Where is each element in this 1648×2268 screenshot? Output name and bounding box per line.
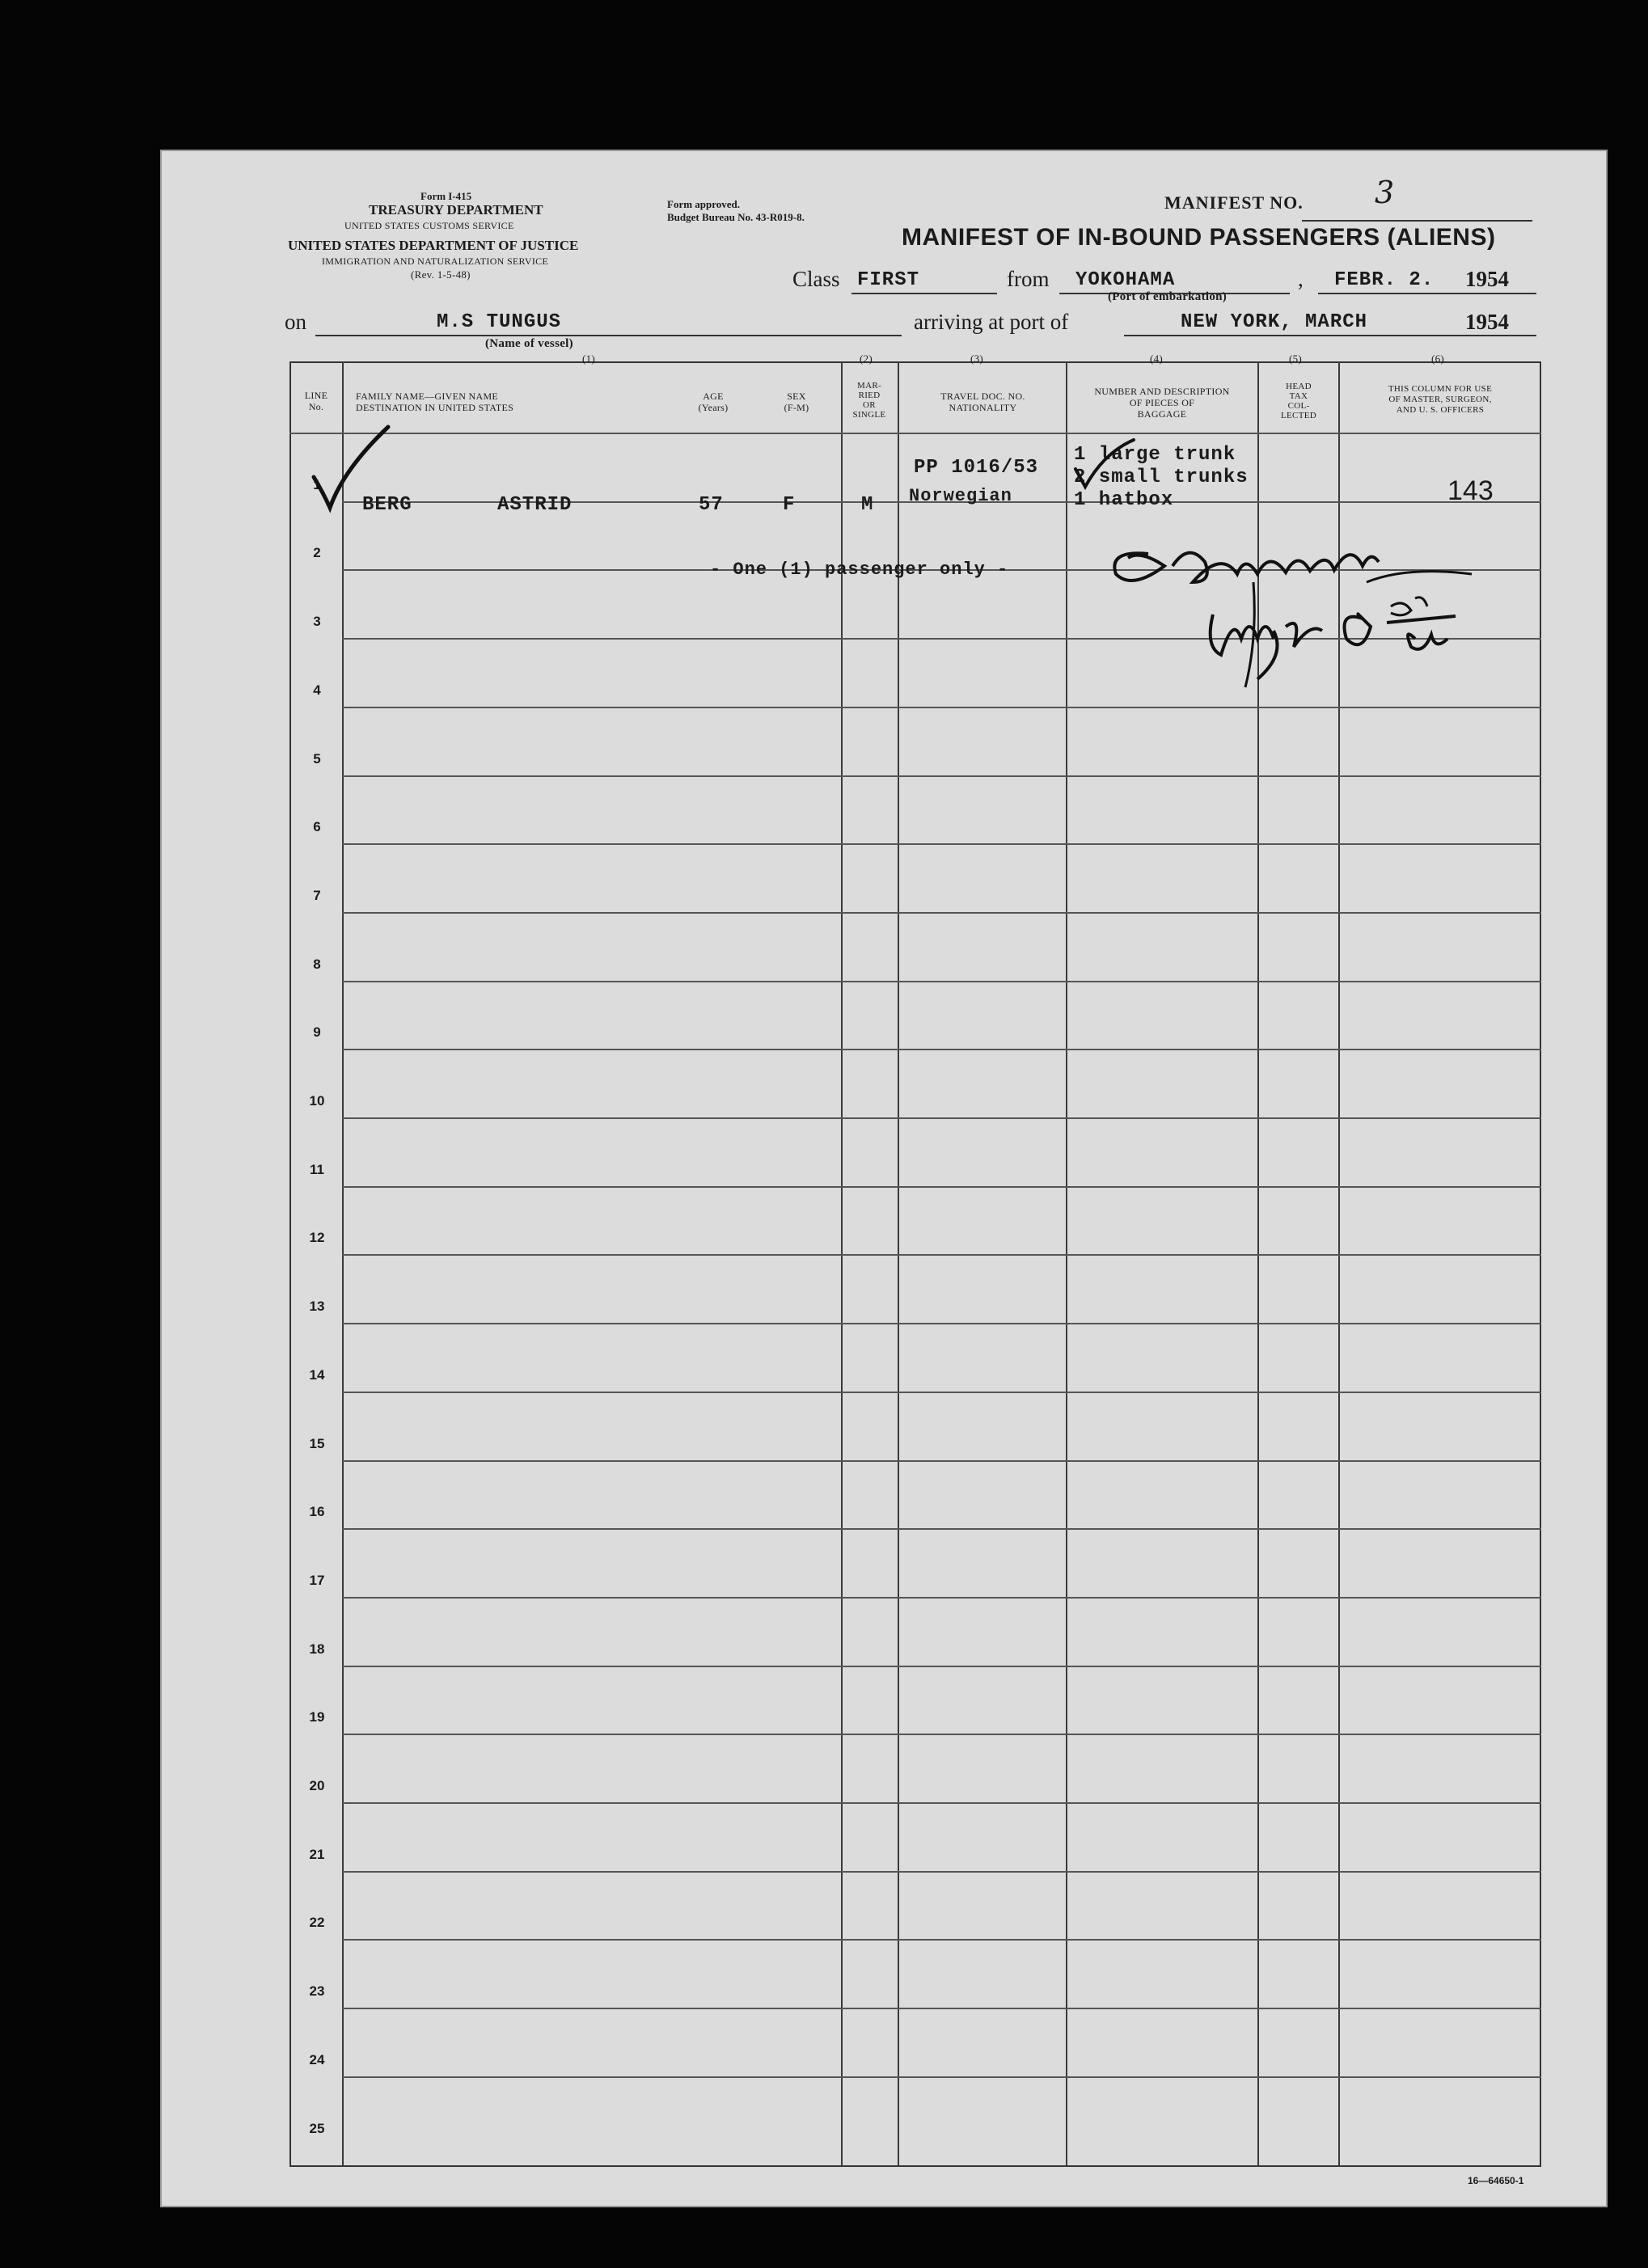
- row-number: 21: [309, 1847, 325, 1862]
- manifest-no-line: [1302, 220, 1532, 222]
- row-number: 5: [313, 751, 321, 767]
- col-sep: [841, 361, 843, 2167]
- row-number: 2: [313, 545, 321, 560]
- col-num-6: (6): [1431, 353, 1445, 365]
- row-line: [342, 1597, 1541, 1599]
- col-header-age: AGE (Years): [698, 391, 729, 413]
- row-line: [342, 1460, 1541, 1462]
- entry-age: 57: [699, 494, 724, 516]
- footer-code: 16—64650-1: [1468, 2175, 1524, 2186]
- entry-given-name: ASTRID: [497, 494, 573, 516]
- row-line: [342, 2008, 1541, 2009]
- row-number: 6: [313, 819, 321, 834]
- arriving-label: arriving at port of: [914, 310, 1069, 334]
- row-line: [342, 1254, 1541, 1256]
- row-number: 13: [309, 1299, 325, 1314]
- handwritten-check-mark: [307, 420, 396, 513]
- row-number: 8: [313, 957, 321, 972]
- vessel-note: (Name of vessel): [485, 337, 573, 350]
- entry-nationality: Norwegian: [909, 486, 1012, 506]
- col-num-5: (5): [1289, 353, 1303, 365]
- row-number: 10: [309, 1093, 325, 1109]
- row-number: 25: [309, 2121, 325, 2136]
- row-number: 4: [313, 682, 321, 698]
- form-approved: Form approved.: [667, 198, 741, 210]
- row-number: 22: [309, 1915, 325, 1930]
- date-comma: ,: [1298, 267, 1304, 291]
- dept-justice: UNITED STATES DEPARTMENT OF JUSTICE: [288, 238, 579, 253]
- row-line: [342, 1117, 1541, 1119]
- row-line: [342, 1528, 1541, 1530]
- dept-customs: UNITED STATES CUSTOMS SERVICE: [344, 220, 514, 231]
- date-value: FEBR. 2.: [1334, 269, 1435, 291]
- class-label: Class: [792, 267, 840, 291]
- row-line: [342, 1939, 1541, 1941]
- row-number: 23: [309, 1983, 325, 1999]
- row-number: 19: [309, 1709, 325, 1725]
- row-line: [342, 2076, 1541, 2078]
- row-number: 18: [309, 1641, 325, 1657]
- manifest-no-value: 3: [1375, 175, 1395, 210]
- col-sep: [1066, 361, 1067, 2167]
- entry-baggage-2: 2 small trunks: [1074, 467, 1249, 488]
- manifest-title: MANIFEST OF IN-BOUND PASSENGERS (ALIENS): [902, 224, 1496, 251]
- entry-family-name: BERG: [362, 494, 412, 516]
- row-number: 3: [313, 614, 321, 629]
- row-number: 16: [309, 1504, 325, 1519]
- baggage-check-mark: [1067, 437, 1140, 493]
- dept-immigration: IMMIGRATION AND NATURALIZATION SERVICE: [322, 256, 549, 267]
- entry-travel-doc: PP 1016/53: [914, 457, 1039, 479]
- arrival-value: NEW YORK, MARCH: [1181, 311, 1368, 333]
- row-number: 24: [309, 2052, 325, 2067]
- col-header-travel-doc: TRAVEL DOC. NO. NATIONALITY: [940, 391, 1025, 413]
- row-number: 20: [309, 1778, 325, 1793]
- class-value: FIRST: [857, 269, 920, 291]
- entry-sex: F: [783, 494, 796, 516]
- row-number: 14: [309, 1367, 325, 1383]
- col-header-married: MAR- RIED OR SINGLE: [852, 381, 886, 420]
- entry-baggage-3: 1 hatbox: [1074, 489, 1174, 511]
- row-line: [342, 707, 1541, 708]
- entry-baggage-1: 1 large trunk: [1074, 444, 1236, 466]
- col-sep: [342, 361, 344, 2167]
- col-num-2: (2): [860, 353, 873, 365]
- col-num-3: (3): [970, 353, 984, 365]
- budget-bureau: Budget Bureau No. 43-R019-8.: [667, 211, 805, 223]
- from-value: YOKOHAMA: [1075, 269, 1176, 291]
- row-number: 11: [310, 1162, 324, 1177]
- passenger-note: - One (1) passenger only -: [710, 560, 1009, 580]
- row-number: 15: [309, 1436, 325, 1451]
- officer-signature: [1092, 517, 1544, 695]
- row-number: 7: [313, 888, 321, 903]
- col-header-line-no: LINE No.: [304, 390, 328, 412]
- form-number: Form I-415: [420, 190, 472, 202]
- row-number: 1: [313, 477, 321, 492]
- entry-officer-number: 143: [1447, 475, 1494, 506]
- dept-treasury: TREASURY DEPARTMENT: [369, 202, 543, 218]
- row-number: 9: [313, 1024, 321, 1040]
- class-line: [851, 293, 997, 294]
- vessel-line: [315, 335, 902, 336]
- col-sep: [898, 361, 899, 2167]
- row-line: [342, 1323, 1541, 1324]
- entry-married: M: [861, 494, 874, 516]
- vessel-value: M.S TUNGUS: [437, 311, 562, 333]
- arrival-year: 1954: [1465, 310, 1509, 334]
- col-header-name: FAMILY NAME—GIVEN NAME DESTINATION IN UNITED STATES: [356, 391, 514, 413]
- row-line: [342, 1871, 1541, 1873]
- manifest-no-label: MANIFEST NO.: [1164, 192, 1304, 213]
- arrival-line: [1124, 335, 1536, 336]
- col-header-officers: THIS COLUMN FOR USE OF MASTER, SURGEON, AND U. S. OFFICERS: [1388, 384, 1493, 415]
- col-header-baggage: NUMBER AND DESCRIPTION OF PIECES OF BAGGAGE: [1094, 386, 1230, 420]
- revision: (Rev. 1-5-48): [411, 268, 471, 281]
- row-number: 12: [309, 1230, 325, 1245]
- row-line: [342, 1049, 1541, 1050]
- col-header-head-tax: HEAD TAX COL- LECTED: [1281, 382, 1316, 420]
- row-line: [342, 1734, 1541, 1735]
- col-header-sex: SEX (F-M): [784, 391, 809, 413]
- row-line: [342, 1802, 1541, 1804]
- row-line: [342, 1186, 1541, 1188]
- row-line: [342, 843, 1541, 845]
- row-line: [342, 981, 1541, 982]
- col-num-1: (1): [582, 353, 596, 365]
- row-line: [342, 775, 1541, 777]
- from-label: from: [1007, 267, 1050, 291]
- row-line: [342, 1666, 1541, 1667]
- row-line: [342, 1392, 1541, 1393]
- date-line: [1318, 293, 1536, 294]
- header-divider: [289, 433, 1541, 434]
- row-line: [342, 912, 1541, 914]
- row-number: 17: [309, 1573, 325, 1588]
- year-value: 1954: [1465, 267, 1509, 291]
- col-num-4: (4): [1150, 353, 1164, 365]
- on-label: on: [285, 310, 306, 334]
- port-embark-note: (Port of embarkation): [1108, 290, 1228, 303]
